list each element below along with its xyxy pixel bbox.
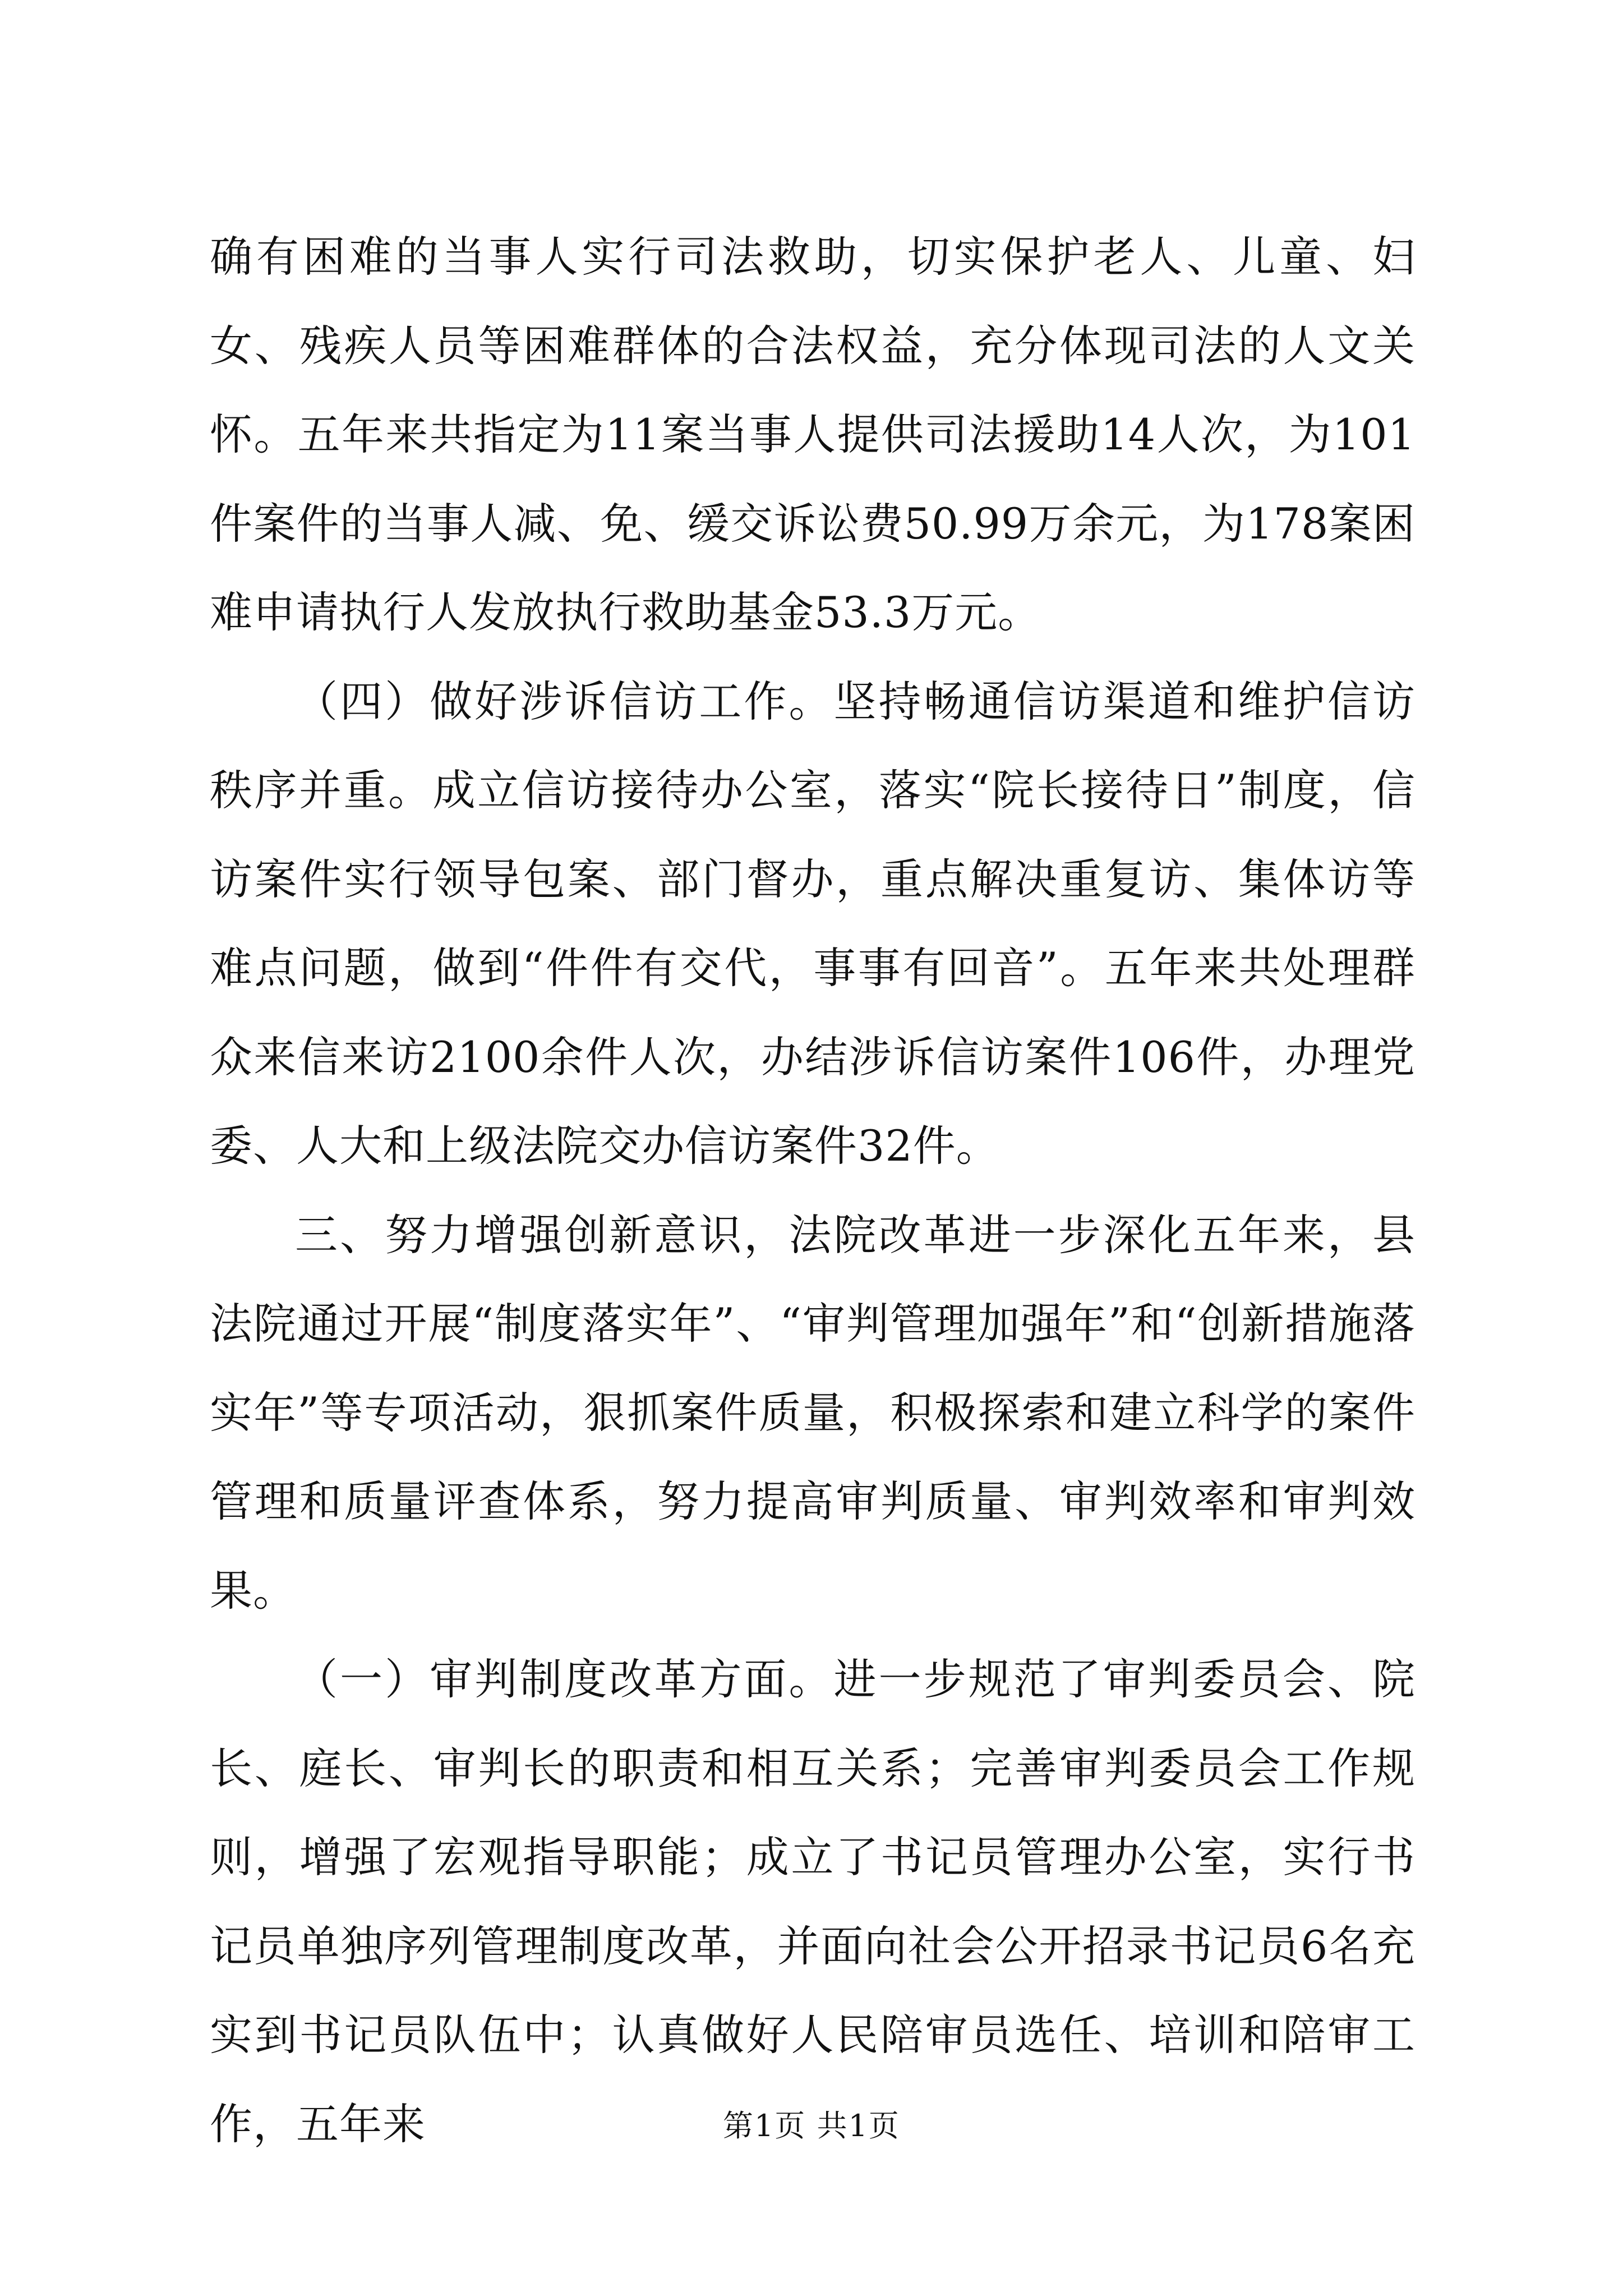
page-footer — [0, 2106, 1623, 2146]
paragraph-trial-system-reform: （一）审判制度改革方面。进一步规范了审判委员会、院长、庭长、审判长的职责和相互关系；完善审判委员会工作规则，增强了宏观指导职能；成立了书记员管理办公室，实行书记员单独序列管理制度改革，并面向社会公开招录书记员6名充实到书记员队伍中；认真做好人民陪审员选任、培训和陪审工作，五年来 — [210, 1654, 1415, 2149]
paragraph-judicial-aid: 确有困难的当事人实行司法救助，切实保护老人、儿童、妇女、残疾人员等困难群体的合法权益，充分体现司法的人文关怀。五年来共指定为11案当事人提供司法援助14人次，为101件案件的当事人减、免、缓交诉讼费50.99万余元，为178案困难申请执行人发放执行救助基金53.3万元。 — [210, 232, 1415, 637]
page-number-label: 第1页 共1页 — [723, 2108, 900, 2143]
paragraph-petition-work: （四）做好涉诉信访工作。坚持畅通信访渠道和维护信访秩序并重。成立信访接待办公室，落实“院长接待日”制度，信访案件实行领导包案、部门督办，重点解决重复访、集体访等难点问题，做到“件件有交代，事事有回音”。五年来共处理群众来信来访2100余件人次，办结涉诉信访案件106件，办理党委、人大和上级法院交办信访案件32件。 — [210, 676, 1415, 1171]
paragraph-court-reform: 三、努力增强创新意识，法院改革进一步深化五年来，县法院通过开展“制度落实年”、“审判管理加强年”和“创新措施落实年”等专项活动，狠抓案件质量，积极探索和建立科学的案件管理和质量评查体系，努力提高审判质量、审判效率和审判效果。 — [210, 1209, 1415, 1616]
body-text — [210, 213, 1415, 2169]
